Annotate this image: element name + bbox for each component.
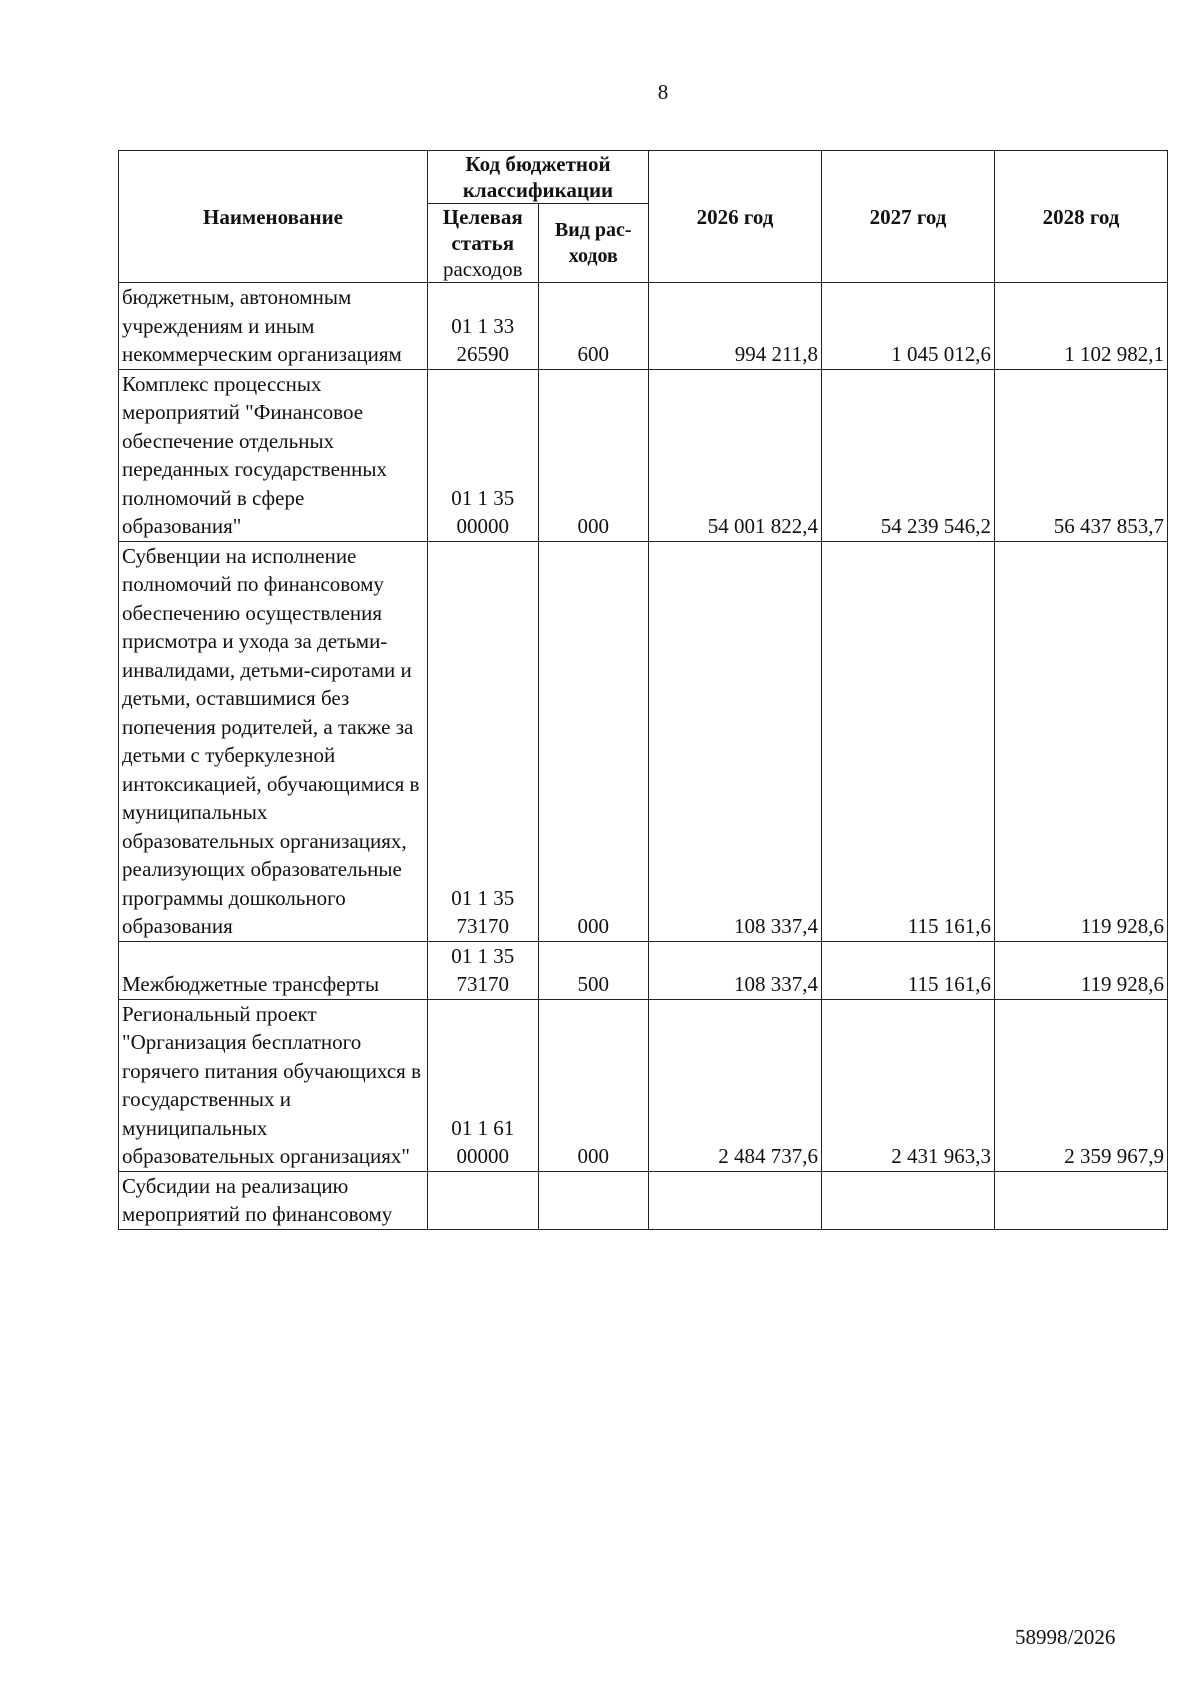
- header-target-line2: расходов: [442, 257, 523, 281]
- table-header: [119, 151, 1168, 283]
- row-value-2026: 108 337,4: [649, 941, 822, 999]
- row-kind: 500: [538, 941, 649, 999]
- row-value-2028: [995, 1171, 1168, 1229]
- header-year-2026: 2026 год: [649, 151, 822, 283]
- header-year-2028: 2028 год: [995, 151, 1168, 283]
- row-value-2027: 54 239 546,2: [822, 369, 995, 541]
- header-name: Наименование: [119, 151, 428, 283]
- table-row: [119, 541, 1168, 941]
- table-row: [119, 1171, 1168, 1229]
- row-value-2027: 1 045 012,6: [822, 283, 995, 370]
- row-value-2026: 2 484 737,6: [649, 999, 822, 1171]
- row-name: Комплекс процессных мероприятий "Финансовое обеспечение отдельных переданных государственных полномочий в сфере образования": [119, 369, 428, 541]
- row-kind: 600: [538, 283, 649, 370]
- row-value-2027: [822, 1171, 995, 1229]
- header-year-2027: 2027 год: [822, 151, 995, 283]
- budget-table: [118, 150, 1168, 1230]
- table-row: [119, 369, 1168, 541]
- document-number: 58998/2026: [1015, 1625, 1116, 1649]
- row-value-2028: 56 437 853,7: [995, 369, 1168, 541]
- header-target-article: [428, 204, 539, 283]
- row-name: Субвенции на исполнение полномочий по финансовому обеспечению осуществления присмотра и ухода за детьми-инвалидами, детьми-сиротами и детьми, оставшимися без попечения родителей, а также за детьми с туберкулезной интоксикацией, обучающимися в муниципальных образовательных организациях, реализующих образовательные программы дошкольного образования: [119, 541, 428, 941]
- header-target-line1: Целевая статья: [442, 205, 523, 255]
- row-value-2026: 994 211,8: [649, 283, 822, 370]
- row-name: Межбюджетные трансферты: [119, 941, 428, 999]
- table-body: [119, 283, 1168, 1230]
- row-kind: [538, 1171, 649, 1229]
- row-value-2026: 108 337,4: [649, 541, 822, 941]
- row-value-2026: [649, 1171, 822, 1229]
- row-kind: 000: [538, 999, 649, 1171]
- header-code-group: Код бюджетной классификации: [428, 151, 649, 204]
- row-value-2028: 1 102 982,1: [995, 283, 1168, 370]
- row-value-2026: 54 001 822,4: [649, 369, 822, 541]
- table-row: [119, 999, 1168, 1171]
- row-name: Субсидии на реализацию мероприятий по финансовому: [119, 1171, 428, 1229]
- header-kind: Вид рас-ходов: [538, 204, 649, 283]
- row-code: 01 1 61 00000: [428, 999, 539, 1171]
- table-row: [119, 283, 1168, 370]
- row-name: Региональный проект "Организация бесплатного горячего питания обучающихся в государственных и муниципальных образовательных организациях": [119, 999, 428, 1171]
- row-value-2028: 2 359 967,9: [995, 999, 1168, 1171]
- row-value-2027: 115 161,6: [822, 941, 995, 999]
- table-row: [119, 941, 1168, 999]
- row-code: 01 1 35 73170: [428, 541, 539, 941]
- row-code: 01 1 35 00000: [428, 369, 539, 541]
- row-code: [428, 1171, 539, 1229]
- row-code: 01 1 33 26590: [428, 283, 539, 370]
- page-number: 8: [657, 80, 669, 104]
- row-value-2028: 119 928,6: [995, 541, 1168, 941]
- row-value-2027: 115 161,6: [822, 541, 995, 941]
- row-value-2028: 119 928,6: [995, 941, 1168, 999]
- row-code: 01 1 35 73170: [428, 941, 539, 999]
- row-value-2027: 2 431 963,3: [822, 999, 995, 1171]
- row-kind: 000: [538, 369, 649, 541]
- row-name: бюджетным, автономным учреждениям и иным некоммерческим организациям: [119, 283, 428, 370]
- row-kind: 000: [538, 541, 649, 941]
- header-row-1: [119, 151, 1168, 204]
